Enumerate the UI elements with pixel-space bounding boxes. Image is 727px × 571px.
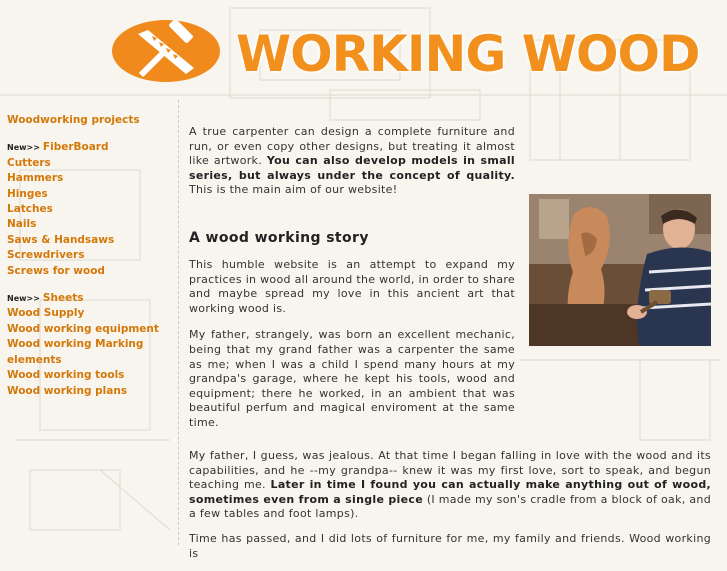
story-paragraph-4: Time has passed, and I did lots of furniture for me, my family and friends. Wood working is bbox=[189, 531, 711, 560]
story-continued bbox=[189, 449, 711, 571]
site-title[interactable]: WORKING WOOD bbox=[236, 25, 700, 83]
column-divider bbox=[178, 100, 179, 545]
sidebar-item-tools[interactable]: Wood working tools bbox=[7, 369, 125, 382]
sidebar-item-cutters[interactable]: Cutters bbox=[7, 156, 51, 169]
sidebar-item-hinges[interactable]: Hinges bbox=[7, 187, 48, 200]
sidebar-item-screwdrivers[interactable]: Screwdrivers bbox=[7, 249, 85, 262]
sidebar-item-marking[interactable]: Wood working Marking elements bbox=[7, 338, 144, 366]
new-badge: New>> bbox=[7, 294, 40, 304]
sidebar-item-equipment[interactable]: Wood working equipment bbox=[7, 322, 159, 335]
sidebar-section-title[interactable]: Woodworking projects bbox=[7, 114, 140, 126]
story-paragraph-2: My father, strangely, was born an excellent mechanic, being that my grand father was a carpenter the same as me; when I was a child I spend many hours at my grandpa's garage, where he kept his tools, wood and equipment; there he worked, in an ambient that was beautiful perfum and magical enviroment at the same time. bbox=[189, 328, 515, 429]
story-paragraph-3: My father, I guess, was jealous. At that time I began falling in love with the wood and its capabilities, and he --my grandpa-- knew it was my first love, sort to speak, and begun teaching me. Later in time I found you can actually make anything out of wood, sometimes even from a single piece (I made my son's cradle from a block of oak, and a few tables and foot lamps). bbox=[189, 449, 711, 521]
sidebar-item-screws[interactable]: Screws for wood bbox=[7, 264, 105, 277]
site-header bbox=[0, 0, 727, 100]
sidebar-nav bbox=[7, 113, 177, 399]
sidebar-item-latches[interactable]: Latches bbox=[7, 203, 53, 216]
sidebar-item-plans[interactable]: Wood working plans bbox=[7, 384, 128, 397]
sidebar-item-nails[interactable]: Nails bbox=[7, 218, 37, 231]
intro-paragraph: A true carpenter can design a complete furniture and run, or even copy other designs, but treating it almost like artwork. You can also develop models in small series, but always under the concept of quality. This is the main aim of our website! bbox=[189, 125, 515, 197]
carpenter-photo bbox=[529, 194, 711, 346]
story-paragraph-1: This humble website is an attempt to expand my practices in wood all around the world, in order to share and maybe spread my love in this ancient art that working wood is. bbox=[189, 257, 516, 315]
sidebar-item-saws[interactable]: Saws & Handsaws bbox=[7, 233, 115, 246]
new-badge: New>> bbox=[7, 143, 40, 153]
sidebar-item-fiberboard[interactable] bbox=[7, 140, 177, 155]
sidebar-item-label: Sheets bbox=[42, 292, 84, 305]
main-content bbox=[189, 125, 515, 443]
story-heading: A wood working story bbox=[189, 229, 369, 246]
sidebar-item-wood-supply[interactable]: Wood Supply bbox=[7, 307, 85, 320]
sidebar-item-sheets[interactable] bbox=[7, 291, 177, 306]
crossed-hammer-saw-icon[interactable] bbox=[112, 20, 220, 82]
sidebar-item-hammers[interactable]: Hammers bbox=[7, 172, 64, 185]
sidebar-item-label: FiberBoard bbox=[42, 141, 109, 154]
